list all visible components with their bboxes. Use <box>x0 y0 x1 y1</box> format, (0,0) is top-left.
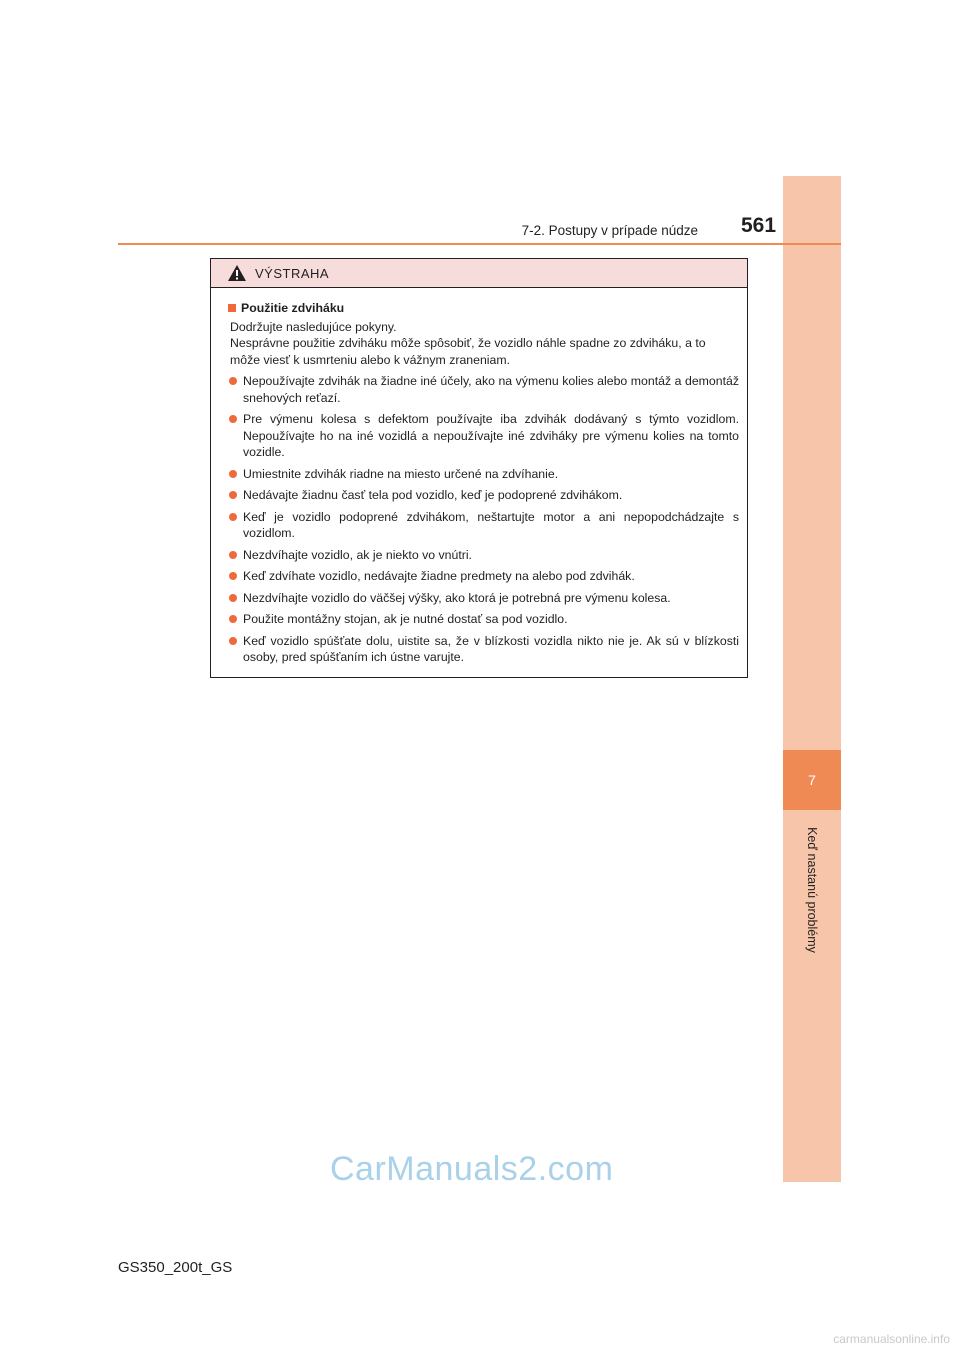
chapter-number: 7 <box>808 772 816 788</box>
intro-line: Nesprávne použitie zdviháku môže spôsobiť, že vozidlo náhle spadne zo zdviháku, a to môže viesť k usmrteniu alebo k vážnym zraneniam. <box>230 336 706 367</box>
footer-model: GS350_200t_GS <box>118 1259 233 1276</box>
warning-bullet-text: Nezdvíhajte vozidlo, ak je niekto vo vnútri. <box>243 547 472 562</box>
bullet-dot-icon <box>229 415 237 423</box>
warning-bullet <box>228 487 739 504</box>
chapter-title: Keď nastanú problémy <box>805 827 819 953</box>
square-bullet-icon <box>228 304 236 312</box>
warning-intro <box>228 319 739 369</box>
header-rule <box>118 243 841 245</box>
warning-bullet-text: Pre výmenu kolesa s defektom používajte iba zdvihák dodávaný s týmto vozidlom. Nepoužívajte ho na iné vozidlá a nepoužívajte iné zdviháky pre výmenu kolies na tomto vozidle. <box>243 412 739 459</box>
warning-bullet <box>228 611 739 628</box>
page-number: 561 <box>741 214 777 237</box>
watermark-logo: CarManuals2.com <box>330 1150 614 1188</box>
warning-bullet <box>228 411 739 461</box>
warning-bullet-text: Nezdvíhajte vozidlo do väčšej výšky, ako ktorá je potrebná pre výmenu kolesa. <box>243 590 671 605</box>
warning-body <box>211 288 747 666</box>
warning-bullet <box>228 373 739 406</box>
bullet-dot-icon <box>229 513 237 521</box>
warning-header <box>211 259 747 288</box>
warning-bullet-text: Nepoužívajte zdvihák na žiadne iné účely, ako na výmenu kolies alebo montáž a demontáž snehových reťazí. <box>243 374 739 405</box>
header-section-title: 7-2. Postupy v prípade núdze <box>521 223 698 238</box>
intro-line: Dodržujte nasledujúce pokyny. <box>230 319 397 334</box>
warning-bullet-text: Keď je vozidlo podoprené zdvihákom, neštartujte motor a ani nepopodchádzajte s vozidlom. <box>243 509 739 540</box>
bullet-dot-icon <box>229 377 237 385</box>
warning-title: VÝSTRAHA <box>255 265 330 281</box>
warning-bullet-text: Umiestnite zdvihák riadne na miesto určené na zdvíhanie. <box>243 466 559 481</box>
chapter-side-tab <box>783 176 841 1182</box>
warning-bullet-text: Keď zdvíhate vozidlo, nedávajte žiadne predmety na alebo pod zdvihák. <box>243 569 635 583</box>
bullet-dot-icon <box>229 551 237 559</box>
bullet-dot-icon <box>229 572 237 580</box>
warning-box <box>210 258 748 678</box>
bullet-dot-icon <box>229 594 237 602</box>
bullet-dot-icon <box>229 615 237 623</box>
warning-bullet <box>228 590 739 607</box>
warning-bullet <box>228 547 739 564</box>
watermark-corner: carmanualsonline.info <box>833 1332 950 1346</box>
warning-bullet-text: Nedávajte žiadnu časť tela pod vozidlo, keď je podoprené zdvihákom. <box>243 488 623 502</box>
warning-bullet <box>228 633 739 666</box>
warning-bullet <box>228 568 739 585</box>
warning-bullet <box>228 509 739 542</box>
warning-subheading-text: Použitie zdviháku <box>241 301 345 315</box>
chapter-number-tab <box>783 750 841 810</box>
bullet-dot-icon <box>229 637 237 645</box>
warning-bullet-text: Keď vozidlo spúšťate dolu, uistite sa, že v blízkosti vozidla nikto nie je. Ak sú v blízkosti osoby, pred spúšťaním ich ústne varujte. <box>243 633 739 664</box>
warning-triangle-icon <box>227 264 247 282</box>
warning-bullet-text: Použite montážny stojan, ak je nutné dostať sa pod vozidlo. <box>243 612 568 626</box>
warning-subheading <box>228 300 739 317</box>
bullet-dot-icon <box>229 470 237 478</box>
bullet-dot-icon <box>229 491 237 499</box>
warning-bullet <box>228 466 739 483</box>
